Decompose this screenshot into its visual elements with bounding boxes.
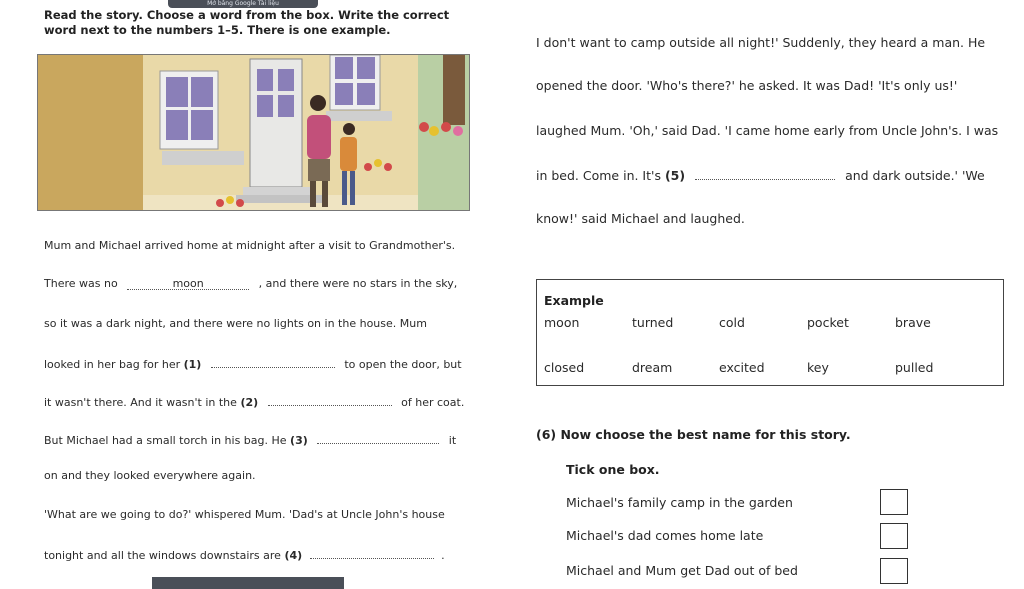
- story-text: looked in her bag for her: [44, 358, 181, 371]
- story-text: of her coat.: [401, 396, 465, 409]
- blank-number-4: (4): [284, 549, 303, 562]
- option-label-2: Michael's dad comes home late: [566, 528, 764, 543]
- word-box-item: dream: [632, 360, 673, 375]
- instruction-line-1: Read the story. Choose a word from the box. Write the correct: [44, 8, 450, 22]
- story-right-line-5: know!' said Michael and laughed.: [536, 211, 745, 226]
- story-line-6: [44, 431, 456, 447]
- story-text: tonight and all the windows downstairs are: [44, 549, 281, 562]
- story-right-line-4: [536, 167, 985, 183]
- story-line-9: [44, 546, 445, 562]
- option-label-3: Michael and Mum get Dad out of bed: [566, 563, 798, 578]
- story-line-4: [44, 355, 462, 371]
- instruction-line-2: word next to the numbers 1–5. There is one example.: [44, 23, 391, 37]
- story-line-5: [44, 393, 464, 409]
- answer-blank-2[interactable]: [268, 393, 392, 406]
- word-box-item: key: [807, 360, 829, 375]
- story-text: it: [448, 434, 457, 447]
- story-right-line-2: opened the door. 'Who's there?' he asked. It was Dad! 'It's only us!': [536, 78, 958, 93]
- answer-blank-5[interactable]: [695, 167, 835, 180]
- word-box-item: moon: [544, 315, 580, 330]
- tick-box-1[interactable]: [880, 489, 908, 515]
- story-line-3: so it was a dark night, and there were no lights on in the house. Mum: [44, 317, 427, 330]
- word-box-title: Example: [544, 293, 604, 308]
- story-text: it wasn't there. And it wasn't in the: [44, 396, 237, 409]
- word-box-item: brave: [895, 315, 931, 330]
- example-answer: moon: [127, 277, 249, 290]
- toolbar-text: Mở bằng Google Tài liệu: [207, 0, 279, 7]
- story-text: to open the door, but: [344, 358, 462, 371]
- bottom-toolbar: [152, 577, 344, 589]
- blank-number-3: (3): [290, 434, 308, 447]
- question-6-instruction: Tick one box.: [566, 462, 660, 477]
- word-box-item: excited: [719, 360, 765, 375]
- story-line-1: Mum and Michael arrived home at midnight after a visit to Grandmother's.: [44, 239, 456, 252]
- word-box-item: turned: [632, 315, 674, 330]
- word-box-item: pulled: [895, 360, 934, 375]
- instructions: [44, 8, 484, 38]
- story-line-2: [44, 277, 457, 290]
- story-text: There was no: [44, 277, 118, 290]
- option-label-1: Michael's family camp in the garden: [566, 495, 793, 510]
- answer-blank-1[interactable]: [211, 355, 335, 368]
- story-right-line-1: I don't want to camp outside all night!' Suddenly, they heard a man. He: [536, 35, 986, 50]
- story-illustration: [37, 54, 470, 211]
- story-right-line-3: laughed Mum. 'Oh,' said Dad. 'I came home early from Uncle John's. I was: [536, 123, 999, 138]
- story-text: .: [441, 549, 445, 562]
- story-text: and dark outside.' 'We: [845, 168, 985, 183]
- blank-number-1: (1): [183, 358, 202, 371]
- blank-number-2: (2): [240, 396, 259, 409]
- story-text: , and there were no stars in the sky,: [258, 277, 458, 290]
- answer-blank-3[interactable]: [317, 431, 439, 444]
- story-line-7: on and they looked everywhere again.: [44, 469, 256, 482]
- story-text: in bed. Come in. It's: [536, 168, 661, 183]
- word-box: [536, 279, 1004, 386]
- open-with-google-docs-bar[interactable]: [168, 0, 318, 8]
- word-box-item: cold: [719, 315, 745, 330]
- question-6-label: (6) Now choose the best name for this story.: [536, 427, 851, 442]
- tick-box-3[interactable]: [880, 558, 908, 584]
- word-box-item: pocket: [807, 315, 849, 330]
- story-line-8: 'What are we going to do?' whispered Mum. 'Dad's at Uncle John's house: [44, 508, 445, 521]
- house-at-night-illustration: [38, 55, 469, 210]
- answer-blank-4[interactable]: [310, 546, 434, 559]
- blank-number-5: (5): [664, 168, 686, 183]
- story-text: But Michael had a small torch in his bag. He: [44, 434, 287, 447]
- tick-box-2[interactable]: [880, 523, 908, 549]
- word-box-item: closed: [544, 360, 585, 375]
